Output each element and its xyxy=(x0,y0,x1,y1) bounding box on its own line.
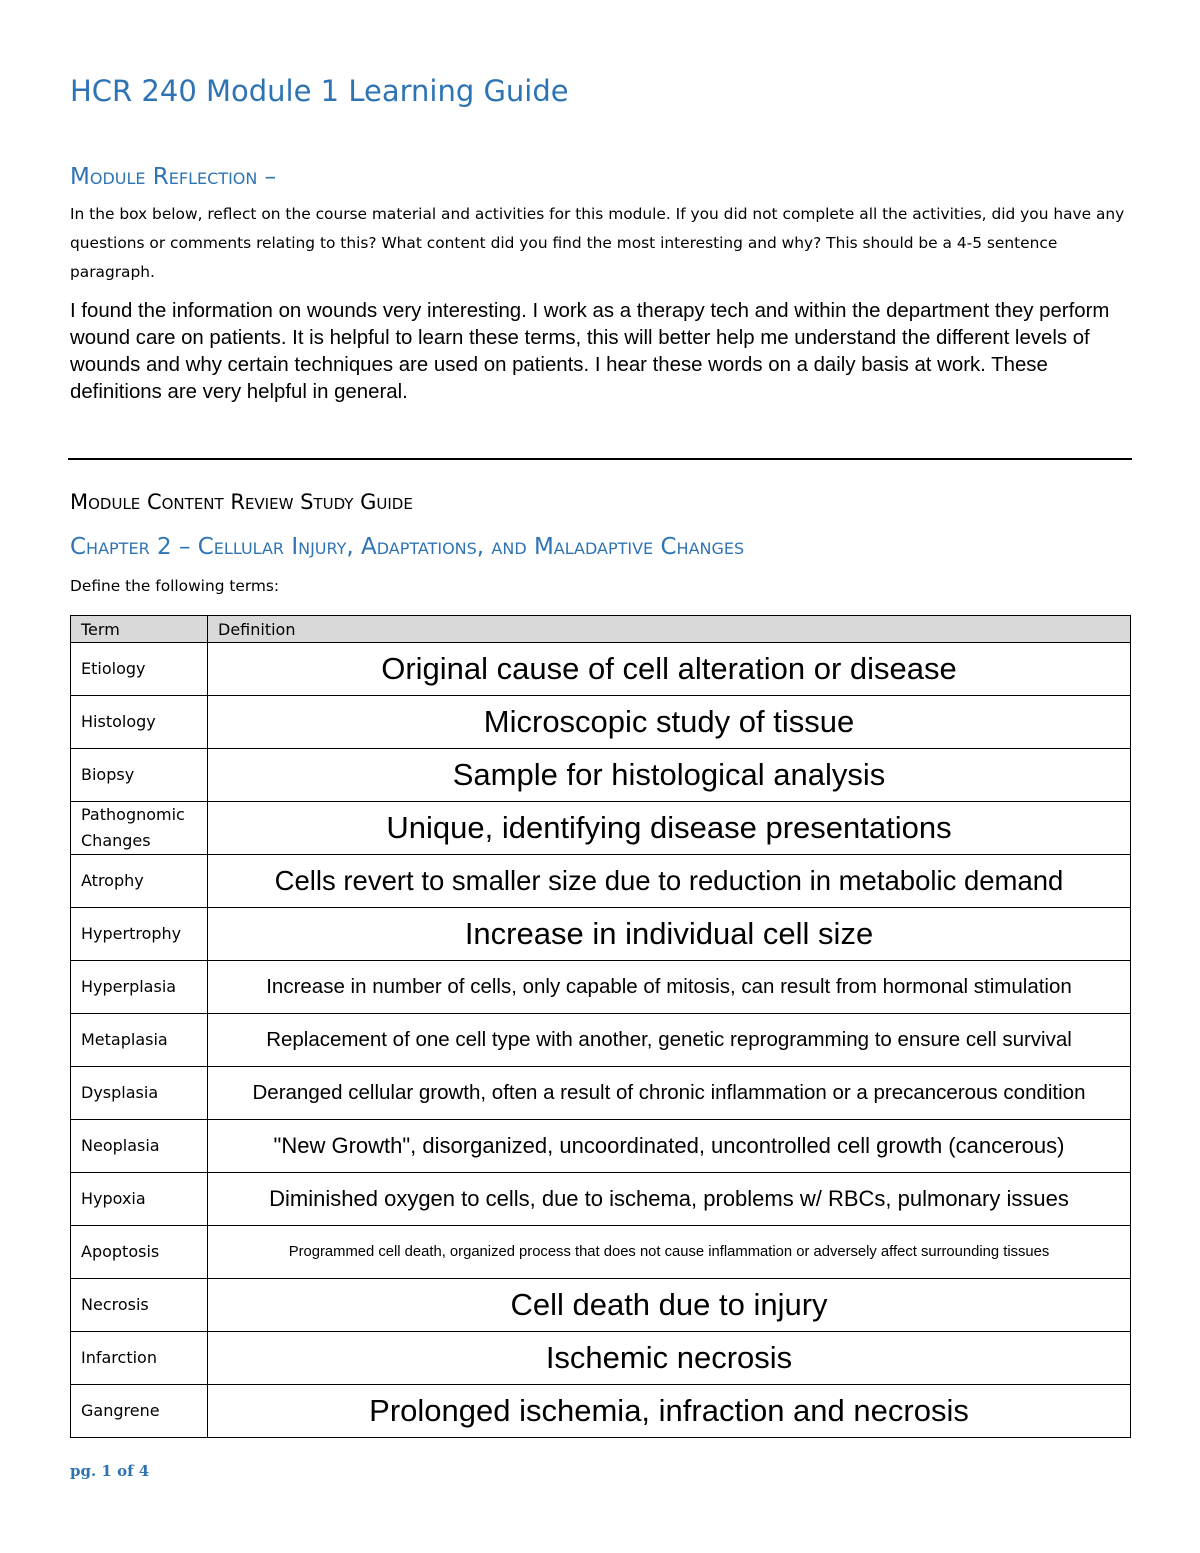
definition-column-header: Definition xyxy=(208,616,1131,643)
table-row xyxy=(71,908,1131,961)
table-row xyxy=(71,1067,1131,1120)
table-row xyxy=(71,1385,1131,1438)
term-cell: Pathognomic Changes xyxy=(71,802,208,855)
definition-cell[interactable]: Increase in individual cell size xyxy=(208,908,1131,961)
table-row xyxy=(71,1279,1131,1332)
term-cell: Neoplasia xyxy=(71,1120,208,1173)
term-cell: Infarction xyxy=(71,1332,208,1385)
table-header-row xyxy=(71,616,1131,643)
table-row xyxy=(71,643,1131,696)
table-row xyxy=(71,1014,1131,1067)
term-cell: Hypoxia xyxy=(71,1173,208,1226)
definition-cell[interactable]: Cells revert to smaller size due to reduction in metabolic demand xyxy=(208,855,1131,908)
table-row xyxy=(71,1226,1131,1279)
definition-cell[interactable]: "New Growth", disorganized, uncoordinated, uncontrolled cell growth (cancerous) xyxy=(208,1120,1131,1173)
table-row xyxy=(71,749,1131,802)
term-cell: Metaplasia xyxy=(71,1014,208,1067)
definition-cell[interactable]: Increase in number of cells, only capable of mitosis, can result from hormonal stimulation xyxy=(208,961,1131,1014)
table-row xyxy=(71,696,1131,749)
term-cell: Dysplasia xyxy=(71,1067,208,1120)
definition-cell[interactable]: Microscopic study of tissue xyxy=(208,696,1131,749)
definition-cell[interactable]: Unique, identifying disease presentations xyxy=(208,802,1131,855)
definition-cell[interactable]: Original cause of cell alteration or disease xyxy=(208,643,1131,696)
term-cell: Gangrene xyxy=(71,1385,208,1438)
table-row xyxy=(71,1332,1131,1385)
term-cell: Biopsy xyxy=(71,749,208,802)
page-number: pg. 1 of 4 xyxy=(70,1462,150,1480)
term-cell: Histology xyxy=(71,696,208,749)
table-row xyxy=(71,1120,1131,1173)
term-cell: Etiology xyxy=(71,643,208,696)
reflection-instructions: In the box below, reflect on the course material and activities for this module. If you did not complete all the activities, did you have any questions or comments relating to this? What content did you find the most interesting and why? This should be a 4-5 sentence paragraph. xyxy=(70,205,1125,281)
term-cell: Hyperplasia xyxy=(71,961,208,1014)
definition-cell[interactable]: Programmed cell death, organized process that does not cause inflammation or adversely affect surrounding tissues xyxy=(208,1226,1131,1279)
term-column-header: Term xyxy=(71,616,208,643)
definition-cell[interactable]: Prolonged ischemia, infraction and necrosis xyxy=(208,1385,1131,1438)
definition-cell[interactable]: Deranged cellular growth, often a result of chronic inflammation or a precancerous condition xyxy=(208,1067,1131,1120)
reflection-answer[interactable]: I found the information on wounds very interesting. I work as a therapy tech and within the department they perform wound care on patients. It is helpful to learn these terms, this will better help me understand the different levels of wounds and why certain techniques are used on patients. I hear these words on a daily basis at work. These definitions are very helpful in general. xyxy=(70,300,1110,403)
definition-cell[interactable]: Replacement of one cell type with another, genetic reprogramming to ensure cell survival xyxy=(208,1014,1131,1067)
term-cell: Necrosis xyxy=(71,1279,208,1332)
table-row xyxy=(71,961,1131,1014)
definition-cell[interactable]: Ischemic necrosis xyxy=(208,1332,1131,1385)
definition-cell[interactable]: Cell death due to injury xyxy=(208,1279,1131,1332)
definition-cell[interactable]: Sample for histological analysis xyxy=(208,749,1131,802)
definition-cell[interactable]: Diminished oxygen to cells, due to ischema, problems w/ RBCs, pulmonary issues xyxy=(208,1173,1131,1226)
table-row xyxy=(71,802,1131,855)
terms-table xyxy=(70,615,1131,1438)
reflection-heading: Module Reflection – xyxy=(70,164,277,190)
document-title: HCR 240 Module 1 Learning Guide xyxy=(70,74,569,108)
table-row xyxy=(71,1173,1131,1226)
chapter-heading: Chapter 2 – Cellular Injury, Adaptations, and Maladaptive Changes xyxy=(70,534,745,560)
table-row xyxy=(71,855,1131,908)
term-cell: Apoptosis xyxy=(71,1226,208,1279)
review-heading: Module Content Review Study Guide xyxy=(70,490,413,514)
term-cell: Hypertrophy xyxy=(71,908,208,961)
section-divider xyxy=(68,458,1132,460)
define-instruction: Define the following terms: xyxy=(70,577,280,595)
term-cell: Atrophy xyxy=(71,855,208,908)
